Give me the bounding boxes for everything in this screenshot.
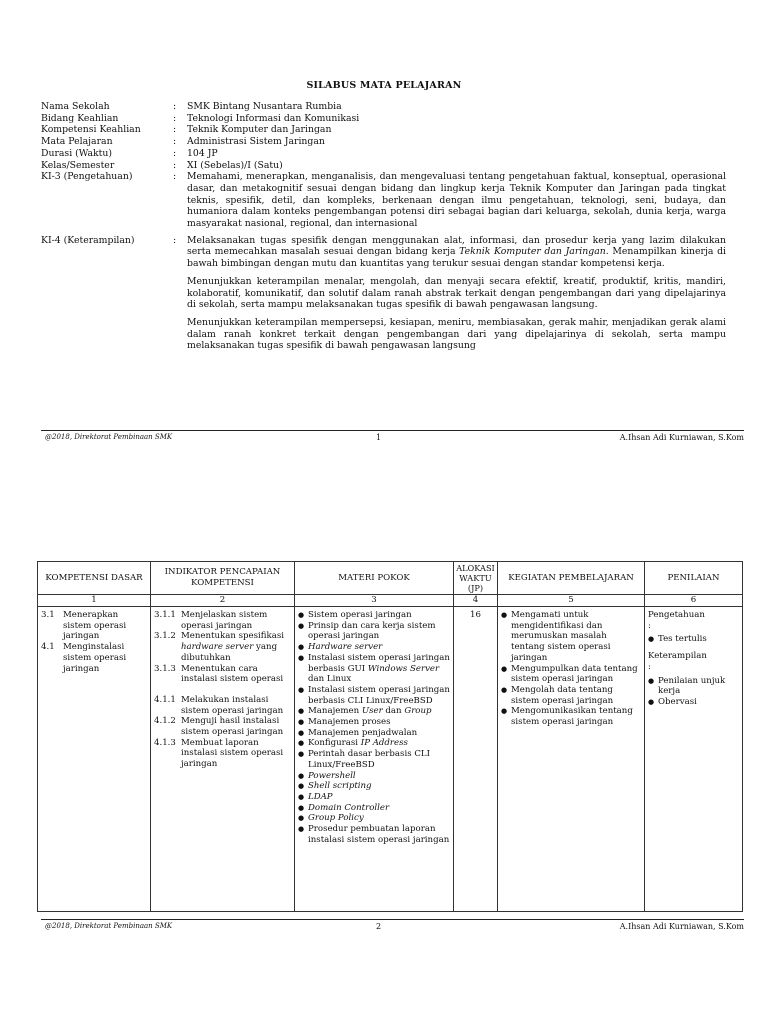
footer-copyright: @2018, Direktorat Pembinaan SMK <box>45 922 173 930</box>
indikator-number: 3.1.3 <box>154 663 176 674</box>
indikator-text <box>181 631 291 663</box>
indikator-number: 4.1.2 <box>154 716 176 727</box>
info-value: 104 JP <box>187 147 218 159</box>
info-row-kelas <box>41 160 726 172</box>
page-title: SILABUS MATA PELAJARAN <box>306 80 462 91</box>
info-label: KI-4 (Keterampilan) <box>41 234 135 246</box>
info-value: XI (Sebelas)/I (Satu) <box>187 159 283 171</box>
kd-number: 3.1 <box>41 610 55 620</box>
materi-item: ● Prinsip dan cara kerja sistem operasi jaringan <box>298 620 436 642</box>
column-number: 3 <box>295 595 454 607</box>
colon: : <box>173 112 177 124</box>
ki4-text <box>187 235 726 358</box>
info-row-nama-sekolah <box>41 101 726 113</box>
info-label: Bidang Keahlian <box>41 112 119 124</box>
ki4-p1-text: Melaksanakan tugas spesifik dengan menggunakan alat, informasi, dan prosedur kerja yang lazim dilakukan serta memecahkan masalah sesuai dengan bidang kerja <box>187 234 726 258</box>
header-materi-pokok: MATERI POKOK <box>295 562 454 595</box>
footer-page-number: 1 <box>376 433 382 442</box>
indikator-number: 3.1.1 <box>154 610 176 620</box>
info-row-ki3 <box>41 171 726 230</box>
column-number: 1 <box>38 595 151 607</box>
colon: : <box>173 159 177 171</box>
footer-page-number: 2 <box>376 922 382 931</box>
column-number: 5 <box>498 595 645 607</box>
header-indikator: INDIKATOR PENCAPAIAN KOMPETENSI <box>151 562 295 595</box>
indikator-item <box>154 738 291 770</box>
materi-item: ● Instalasi sistem operasi jaringan berbasis GUI Windows Server dan Linux <box>298 652 450 685</box>
indikator-item <box>154 664 291 685</box>
info-value: SMK Bintang Nusantara Rumbia <box>187 101 342 112</box>
info-row-bidang <box>41 113 726 125</box>
materi-item: ● Hardware server <box>298 642 383 653</box>
materi-item: ● Domain Controller <box>298 802 390 813</box>
materi-item: ● Sistem operasi jaringan <box>298 610 412 620</box>
ki4-paragraph-3: Menunjukkan keterampilan mempersepsi, kesiapan, meniru, membiasakan, gerak mahir, menjadikan gerak alami dalam ranah konkret terkait dengan pengembangan dari yang dipelajarinya di sekolah, serta mampu melaksanakan tugas spesifik di bawah pengawasan langsung <box>187 316 726 352</box>
materi-item: ● LDAP <box>298 791 333 802</box>
info-value: Teknologi Informasi dan Komunikasi <box>187 112 360 124</box>
identity-block <box>41 101 726 358</box>
indikator-item <box>154 631 291 663</box>
materi-item: ● Konfigurasi IP Address <box>298 738 408 749</box>
indikator-number: 3.1.2 <box>154 631 176 642</box>
kegiatan-item: ● Mengolah data tentang sistem operasi jaringan <box>501 684 614 706</box>
colon: : <box>173 136 177 148</box>
header-kompetensi-dasar: KOMPETENSI DASAR <box>38 562 151 595</box>
footer-copyright: @2018, Direktorat Pembinaan SMK <box>45 433 173 441</box>
indikator-text: Menguji hasil instalasi sistem operasi jaringan <box>181 716 284 738</box>
footer-author: A.Ihsan Adi Kurniawan, S.Kom <box>619 433 744 442</box>
info-row-ki4 <box>41 235 726 358</box>
info-value: Administrasi Sistem Jaringan <box>187 136 325 148</box>
penilaian-item: ● Tes tertulis <box>648 634 707 645</box>
kegiatan-item: ● Mengamati untuk mengidentifikasi dan merumuskan masalah tentang sistem operasi jaringan <box>501 610 611 663</box>
info-label: Nama Sekolah <box>41 101 110 112</box>
info-row-durasi <box>41 148 726 160</box>
kegiatan-cell <box>498 607 645 912</box>
materi-cell <box>295 607 454 912</box>
materi-item: ● Shell scripting <box>298 781 372 792</box>
column-number: 4 <box>454 595 498 607</box>
info-row-mapel <box>41 136 726 148</box>
alokasi-cell: 16 <box>454 607 498 912</box>
column-number: 6 <box>645 595 743 607</box>
indikator-text: Menjelaskan sistem operasi jaringan <box>181 610 268 631</box>
info-label: Kompetensi Keahlian <box>41 124 141 136</box>
materi-item: ● Manajemen User dan Group <box>298 706 432 717</box>
penilaian-pengetahuan-label: Pengetahuan <box>648 610 705 620</box>
column-number: 2 <box>151 595 295 607</box>
info-label: KI-3 (Pengetahuan) <box>41 171 133 183</box>
footer-author: A.Ihsan Adi Kurniawan, S.Kom <box>619 922 744 931</box>
penilaian-cell <box>645 607 743 912</box>
colon: : <box>173 101 177 112</box>
indikator-item <box>154 716 291 737</box>
materi-item: ● Group Policy <box>298 813 364 824</box>
indikator-text-italic: hardware server <box>181 642 254 653</box>
materi-item: ● Perintah dasar berbasis CLI Linux/FreeBSD <box>298 749 431 770</box>
kd-item <box>41 610 147 642</box>
header-penilaian: PENILAIAN <box>645 562 743 595</box>
materi-item: ● Manajemen penjadwalan <box>298 727 418 738</box>
indikator-item <box>154 695 291 716</box>
penilaian-item: ● Obervasi <box>648 696 697 707</box>
indikator-cell <box>151 607 295 912</box>
kegiatan-item: ● Mengomunikasikan tentang sistem operasi jaringan <box>501 706 633 728</box>
info-row-kompetensi <box>41 124 726 136</box>
indikator-text-part: Menentukan spesifikasi <box>181 631 285 642</box>
kd-item <box>41 642 147 674</box>
penilaian-item: ● Penilaian unjuk kerja <box>648 675 726 697</box>
footer-rule <box>41 919 744 920</box>
kd-cell <box>38 607 151 912</box>
materi-item: ● Powershell <box>298 770 356 781</box>
kegiatan-item: ● Mengumpulkan data tentang sistem operasi jaringan <box>501 663 638 685</box>
colon: : <box>648 620 651 631</box>
ki3-text: Memahami, menerapkan, menganalisis, dan mengevaluasi tentang pengetahuan faktual, konseptual, operasional dasar, dan metakognitif sesuai dengan bidang dan lingkup kerja Teknik Komputer dan Jaringan pada tingkat teknis, spesifik, detil, dan kompleks, berkenaan dengan ilmu pengetahuan, teknologi, seni, budaya, dan humaniora dalam konteks pengembangan potensi diri sebagai bagian dari keluarga, sekolah, dunia kerja, warga masyarakat nasional, regional, dan internasional <box>187 171 726 230</box>
kd-text: Menginstalasi sistem operasi jaringan <box>63 642 127 674</box>
ki4-paragraph-1 <box>187 235 726 270</box>
header-alokasi-waktu: ALOKASI WAKTU (JP) <box>454 562 498 595</box>
indikator-text: Menentukan cara instalasi sistem operasi <box>181 663 284 685</box>
penilaian-keterampilan-label: Keterampilan <box>648 651 707 662</box>
colon: : <box>173 147 177 159</box>
colon: : <box>173 124 177 136</box>
ki4-p1-italic: Teknik Komputer dan Jaringan <box>459 246 606 258</box>
header-kegiatan: KEGIATAN PEMBELAJARAN <box>498 562 645 595</box>
colon: : <box>648 661 651 672</box>
materi-item: ● Manajemen proses <box>298 717 391 728</box>
ki4-p1-text-end: . Menampilkan kinerja di bawah bimbingan dengan mutu dan kuantitas yang terukur sesuai dengan standar kompetensi kerja. <box>187 246 726 270</box>
kd-text: Menerapkan sistem operasi jaringan <box>63 610 127 642</box>
materi-item: ● Prosedur pembuatan laporan instalasi sistem operasi jaringan <box>298 824 450 845</box>
indikator-number: 4.1.1 <box>154 694 176 705</box>
info-label: Kelas/Semester <box>41 159 115 171</box>
info-value: Teknik Komputer dan Jaringan <box>187 124 332 136</box>
page-footer-2 <box>41 919 744 934</box>
page-footer-1 <box>41 430 744 445</box>
materi-item: ● Instalasi sistem operasi jaringan berbasis CLI Linux/FreeBSD <box>298 684 450 706</box>
colon: : <box>173 171 177 183</box>
indikator-item <box>154 610 291 631</box>
indikator-number: 4.1.3 <box>154 737 176 748</box>
indikator-text: Membuat laporan instalasi sistem operasi jaringan <box>181 737 284 770</box>
syllabus-table <box>37 561 743 912</box>
indikator-text-part: yang dibutuhkan <box>181 642 278 663</box>
info-label: Durasi (Waktu) <box>41 147 113 159</box>
kd-number: 4.1 <box>41 642 55 653</box>
colon: : <box>173 234 177 246</box>
footer-rule <box>41 430 744 431</box>
info-label: Mata Pelajaran <box>41 136 113 148</box>
indikator-text: Melakukan instalasi sistem operasi jaringan <box>181 694 284 716</box>
ki4-paragraph-2: Menunjukkan keterampilan menalar, mengolah, dan menyaji secara efektif, kreatif, produktif, kritis, mandiri, kolaboratif, komunikatif, dan solutif dalam ranah abstrak terkait dengan pengembangan dari yang dipelajarinya di sekolah, serta mampu melaksanakan tugas spesifik di bawah pengawasan langsung. <box>187 275 726 311</box>
